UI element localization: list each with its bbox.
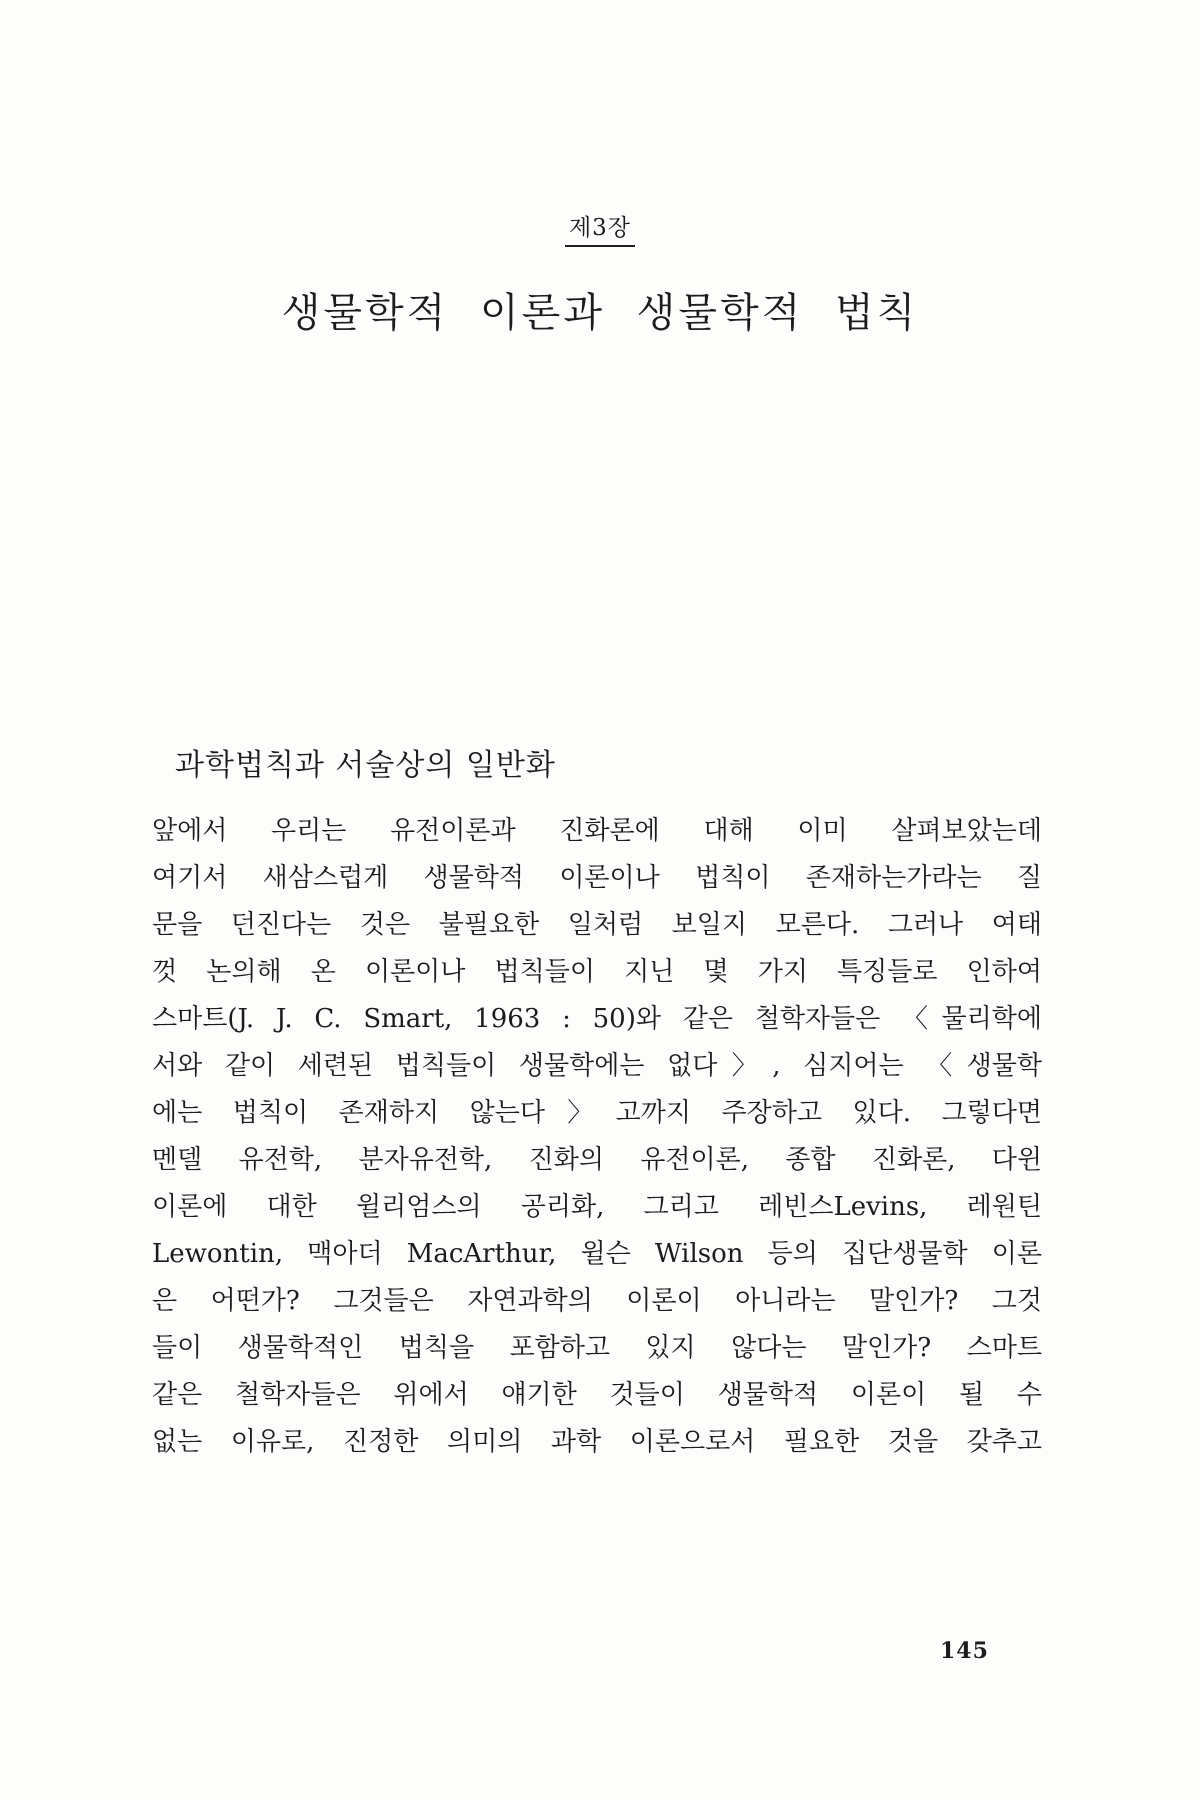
text-line: 문을 던진다는 것은 불필요한 일처럼 보일지 모른다. 그러나 여태 [152, 910, 1042, 940]
text-line: 껏 논의해 온 이론이나 법칙들이 지닌 몇 가지 특징들로 인하여 [152, 957, 1042, 987]
section-heading: 과학법칙과 서술상의 일반화 [175, 747, 556, 783]
text-line: 서와 같이 세련된 법칙들이 생물학에는 없다〉, 심지어는 〈생물학 [152, 1051, 1042, 1081]
text-line: 스마트(J. J. C. Smart, 1963 : 50)와 같은 철학자들은 〈물리학에 [152, 1004, 1042, 1034]
text-line: 은 어떤가? 그것들은 자연과학의 이론이 아니라는 말인가? 그것 [152, 1286, 1042, 1316]
text-line: 이론에 대한 윌리엄스의 공리화, 그리고 레빈스Levins, 레원틴 [152, 1192, 1042, 1222]
text-line: 여기서 새삼스럽게 생물학적 이론이나 법칙이 존재하는가라는 질 [152, 863, 1042, 893]
text-line: 앞에서 우리는 유전이론과 진화론에 대해 이미 살펴보았는데 [152, 816, 1042, 846]
text-line: 에는 법칙이 존재하지 않는다〉고까지 주장하고 있다. 그렇다면 [152, 1098, 1042, 1128]
text-line: Lewontin, 맥아더 MacArthur, 윌슨 Wilson 등의 집단생물학 이론 [152, 1239, 1042, 1269]
page-number: 145 [940, 1638, 989, 1664]
chapter-title: 생물학적 이론과 생물학적 법칙 [281, 289, 919, 336]
text-line: 멘델 유전학, 분자유전학, 진화의 유전이론, 종합 진화론, 다윈 [152, 1145, 1042, 1175]
chapter-label [0, 213, 1200, 247]
body-paragraph [152, 808, 1042, 1466]
chapter-label-text: 제3장 [565, 213, 635, 247]
text-line: 없는 이유로, 진정한 의미의 과학 이론으로서 필요한 것을 갖추고 [152, 1427, 1042, 1457]
text-line: 같은 철학자들은 위에서 얘기한 것들이 생물학적 이론이 될 수 [152, 1380, 1042, 1410]
text-line: 들이 생물학적인 법칙을 포함하고 있지 않다는 말인가? 스마트 [152, 1333, 1042, 1363]
